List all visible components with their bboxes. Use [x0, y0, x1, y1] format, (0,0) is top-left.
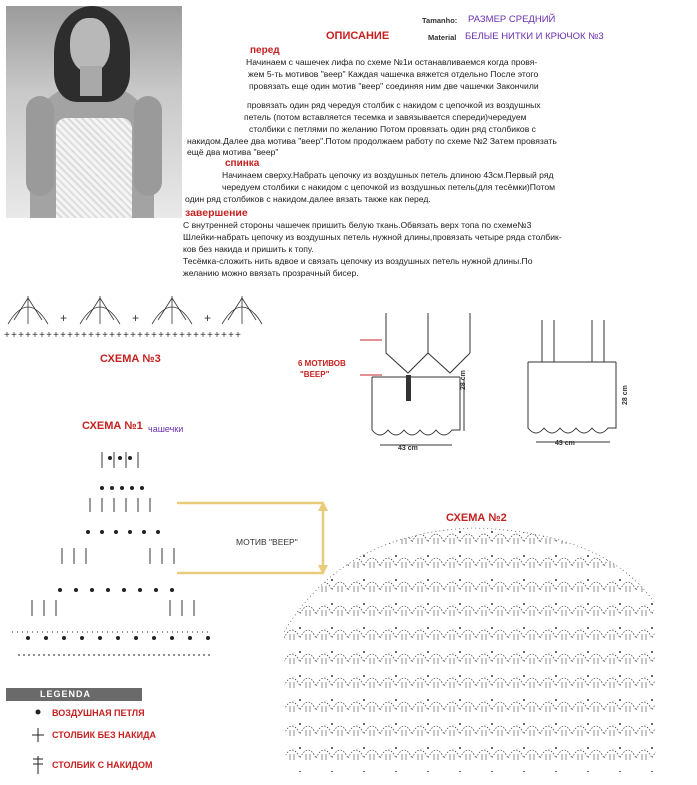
legend-icons: [30, 706, 52, 776]
svg-text:++++++++++++++++++++++++++++++: ++++++++++++++++++++++++++++++++++: [4, 331, 243, 342]
front-line: накидом.Далее два мотива "веер".Потом продолжаем работу по схеме №2 Затем провязать: [187, 136, 557, 146]
double-crochet-icon: [33, 756, 43, 774]
motif-label: МОТИВ "ВЕЕР": [236, 537, 298, 547]
svg-text:+: +: [60, 311, 68, 325]
legend-item-single: СТОЛБИК БЕЗ НАКИДА: [52, 730, 157, 740]
back-title: спинка: [225, 158, 260, 169]
front-width: 43 cm: [398, 445, 418, 452]
schema1-label: СХЕМА №1: [82, 420, 143, 432]
front-line: столбики с петлями по желанию Потом провязать один ряд столбиков с: [249, 124, 536, 134]
back-line: Начинаем сверху.Набрать цепочку из воздушных петель длиною 43см.Первый ряд: [222, 170, 554, 180]
svg-text:+: +: [204, 311, 212, 325]
material-value: БЕЛЫЕ НИТКИ И КРЮЧОК №3: [465, 31, 604, 42]
front-title: перед: [250, 45, 280, 56]
back-line: один ряд столбиков с накидом.далее вязать также как перед.: [185, 194, 431, 204]
back-height: 28 cm: [622, 385, 629, 405]
front-line: Начинаем с чашечек лифа по схеме №1и останавливаемся когда провя-: [246, 57, 538, 67]
plus-icon: [32, 728, 44, 742]
dot-icon: [36, 710, 41, 715]
material-label: Material: [428, 33, 457, 42]
front-line: ещё два мотива "веер": [187, 147, 279, 157]
front-line: петель (потом вставляется тесемка и завязывается спереди)чередуем: [244, 112, 527, 122]
finish-line: желанию можно ввязать прозрачный бисер.: [183, 268, 359, 278]
legend-header: LEGENDA: [6, 688, 142, 701]
finish-line: Шлейки-набрать цепочку из воздушных петель нужной длины,провязать четыре ряда столбик-: [183, 232, 562, 242]
schema2-diagram: [284, 522, 664, 778]
legend-item-chain: ВОЗДУШНАЯ ПЕТЛЯ: [52, 708, 145, 718]
schema2-label: СХЕМА №2: [446, 512, 507, 524]
size-value: РАЗМЕР СРЕДНИЙ: [468, 14, 556, 25]
six-motifs-label-2: "ВЕЕР": [300, 370, 330, 379]
cups-label: чашечки: [148, 424, 184, 434]
finish-title: завершение: [185, 207, 248, 219]
front-line: провязать еще один мотив "веер" соединяя ним две чашечки Закончили: [249, 81, 539, 91]
schema3-diagram: [0, 290, 300, 342]
svg-text:+: +: [132, 311, 140, 325]
page-title: ОПИСАНИЕ: [326, 30, 390, 42]
legend-item-double: СТОЛБИК С НАКИДОМ: [52, 760, 153, 770]
size-label: Tamanho:: [422, 16, 458, 25]
front-line: жем 5-ть мотивов "веер" Каждая чашечка вяжется отдельно После этого: [248, 69, 539, 79]
finish-line: ков без накида и пришить к топу.: [183, 244, 314, 254]
back-outline: [520, 320, 630, 455]
finish-line: С внутренней стороны чашечек пришить белую ткань.Обвязать верх топа по схеме№3: [183, 220, 532, 230]
back-width: 43 cm: [555, 440, 575, 447]
back-line: чередуем столбики с накидом с цепочкой из воздушных петель(для тесёмки)Потом: [222, 182, 556, 192]
front-height: 28 cm: [460, 370, 467, 390]
front-line: провязать один ряд чередуя столбик с накидом с цепочкой из воздушных: [247, 100, 541, 110]
schema3-label: СХЕМА №3: [100, 353, 161, 365]
six-motifs-label: 6 МОТИВОВ: [298, 359, 346, 368]
model-photo: [6, 6, 182, 218]
finish-line: Тесёмка-сложить нить вдвое и связать цепочку из воздушных петель нужной длины.По: [183, 256, 533, 266]
